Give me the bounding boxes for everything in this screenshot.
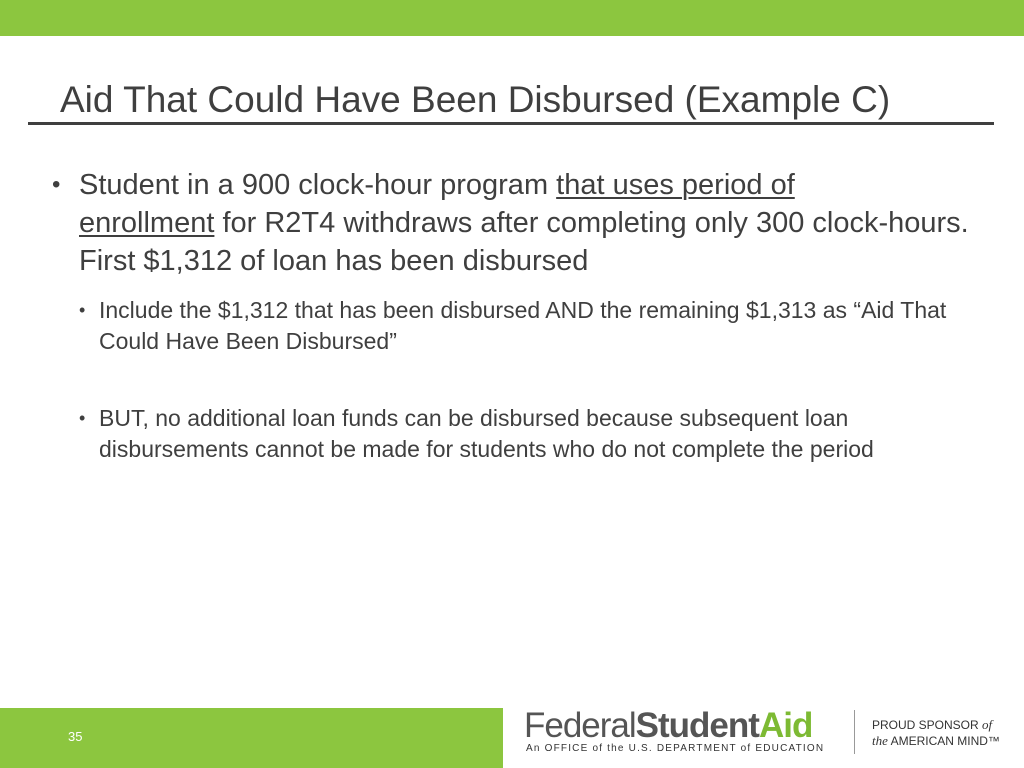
sponsor-line1-text: PROUD SPONSOR — [872, 718, 983, 732]
main-bullet-text-1: Student in a 900 clock-hour program — [79, 169, 557, 201]
logo-student-text: Student — [635, 706, 759, 745]
federal-student-aid-logo — [524, 706, 844, 766]
main-bullet-text-2: for R2T4 withdraws after completing only 300 clock-hours. First $1,312 of loan has been disbursed — [79, 207, 969, 277]
logo-aid-text: Aid — [758, 706, 813, 745]
bullet-dot-icon: • — [52, 171, 61, 198]
sub-bullet-1 — [79, 295, 979, 357]
page-number: 35 — [68, 729, 83, 744]
sub-bullet-dot-icon: • — [79, 300, 86, 320]
sub-bullet-2 — [79, 403, 979, 465]
title-underline-rule — [28, 122, 994, 125]
sub-bullet-1-text: Include the $1,312 that has been disbursed AND the remaining $1,313 as “Aid That Could Have Been Disbursed” — [99, 297, 947, 354]
main-bullet-underlined-2: enrollment — [79, 207, 215, 239]
logo-subtitle: An OFFICE of the U.S. DEPARTMENT of EDUCATION — [526, 743, 825, 754]
slide-content — [52, 166, 972, 465]
main-bullet — [52, 166, 972, 280]
top-accent-bar — [0, 0, 1024, 36]
sponsor-tagline — [872, 717, 1000, 749]
slide-title-text: Aid That Could Have Been Disbursed (Example C) — [60, 79, 891, 120]
sub-bullet-dot-icon: • — [79, 408, 86, 428]
logo-federal-text: Federal — [524, 706, 636, 745]
sponsor-line2-italic: the — [872, 733, 888, 748]
sponsor-line1-italic: of — [982, 717, 993, 732]
logo-wordmark — [524, 706, 812, 746]
logo-divider — [854, 710, 855, 754]
sub-bullet-2-text: BUT, no additional loan funds can be disbursed because subsequent loan disbursements cannot be made for students who do not complete the period — [99, 405, 874, 462]
main-bullet-underlined-1: that uses period of — [556, 169, 795, 201]
slide-title — [28, 78, 994, 122]
sponsor-line2-text: AMERICAN MIND™ — [887, 734, 1000, 748]
